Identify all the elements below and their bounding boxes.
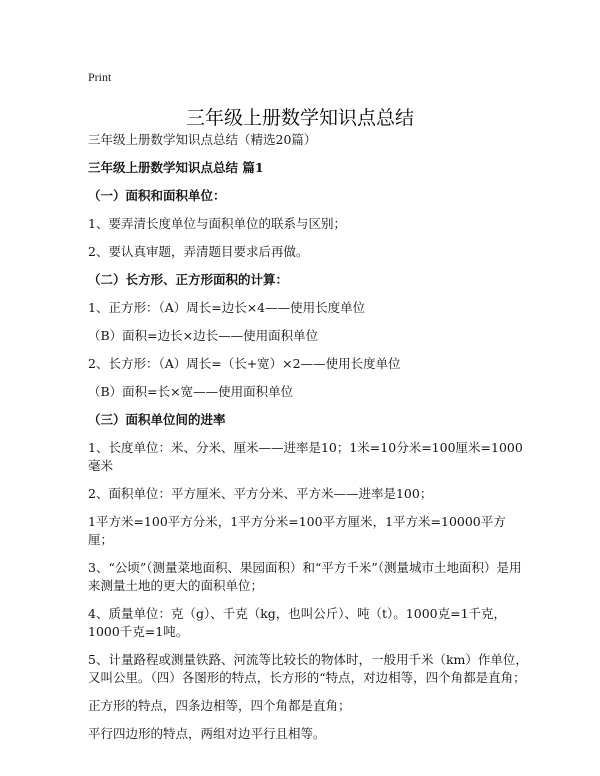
paragraph-line: 2、要认真审题，弄清题目要求后再做。: [88, 244, 309, 259]
paragraph-line: 3、“公顷”（测量菜地面积、果园面积）和“平方千米”（测量城市土地面积）是用来测量土地的更大的面积单位；: [88, 560, 522, 593]
paragraph-line: 正方形的特点，四条边相等，四个角都是直角；: [88, 698, 351, 713]
subsection-heading: （二）长方形、正方形面积的计算：: [88, 272, 289, 287]
paragraph-line: （B）面积=边长×边长——使用面积单位: [88, 328, 319, 343]
section-heading: 三年级上册数学知识点总结 篇1: [88, 160, 264, 175]
subsection-heading: （三）面积单位间的进率: [88, 412, 226, 427]
paragraph-line: 2、长方形：（A）周长=（长+宽）×2——使用长度单位: [88, 356, 401, 371]
paragraph-line: 平行四边形的特点，两组对边平行且相等。: [88, 726, 326, 741]
subsection-heading: （一）面积和面积单位：: [88, 188, 226, 203]
paragraph-line: （B）面积=长×宽——使用面积单位: [88, 384, 294, 399]
document-body: [88, 131, 528, 753]
paragraph-line: 2、面积单位：平方厘米、平方分米、平方米——进率是100；: [88, 486, 433, 501]
paragraph-line: 1平方米=100平方分米，1平方分米=100平方厘米，1平方米=10000平方厘；: [88, 514, 506, 547]
document-title: 三年级上册数学知识点总结: [185, 107, 414, 129]
paragraph-line: 1、要弄清长度单位与面积单位的联系与区别；: [88, 216, 346, 231]
subtitle-line: 三年级上册数学知识点总结（精选20篇）: [88, 132, 317, 147]
paragraph-line: 1、长度单位：米、分米、厘米——进率是10；1米=10分米=100厘米=1000毫米: [88, 440, 523, 473]
print-label[interactable]: Print: [88, 70, 112, 84]
paragraph-line: 5、计量路程或测量铁路、河流等比较长的物体时，一般用千米（km）作单位，又叫公里。（四）各图形的特点，长方形的“特点，对边相等，四个角都是直角；: [88, 652, 528, 685]
paragraph-line: 4、质量单位：克（g）、千克（kg，也叫公斤）、吨（t）。1000克=1千克，1000千克=1吨。: [88, 606, 507, 639]
paragraph-line: 1、正方形：（A）周长=边长×4——使用长度单位: [88, 300, 366, 315]
